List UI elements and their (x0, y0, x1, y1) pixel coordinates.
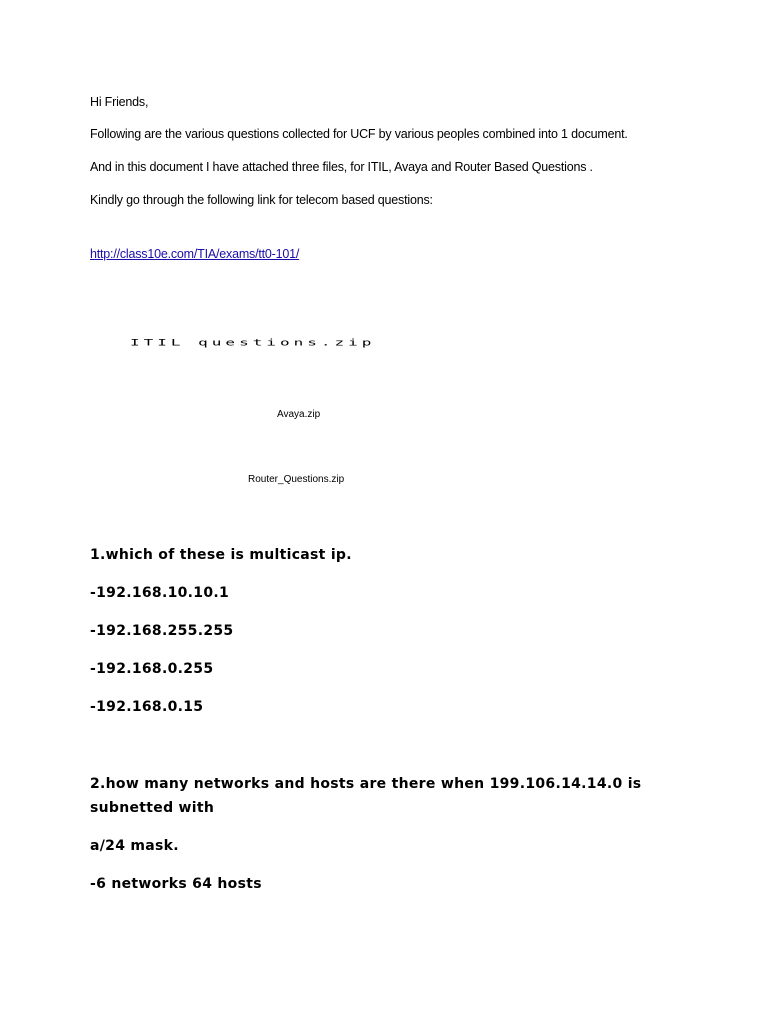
attachment-itil-questions-zip[interactable]: ITIL questions.zip (130, 337, 376, 348)
question-1-option: -192.168.10.10.1 (90, 585, 230, 601)
question-1-option: -192.168.0.255 (90, 661, 214, 677)
question-1-option: -192.168.0.15 (90, 699, 204, 715)
attachment-router-questions-zip[interactable]: Router_Questions.zip (248, 474, 345, 485)
question-1-title: 1.which of these is multicast ip. (90, 547, 352, 563)
greeting-text: Hi Friends, (90, 95, 149, 109)
question-2-title-line-2: subnetted with (90, 800, 215, 816)
telecom-questions-link[interactable]: http://class10e.com/TIA/exams/tt0-101/ (90, 247, 300, 261)
question-2-option: -6 networks 64 hosts (90, 876, 262, 892)
question-1-option: -192.168.255.255 (90, 623, 234, 639)
intro-line-2: And in this document I have attached three files, for ITIL, Avaya and Router Based Questions . (90, 160, 593, 174)
intro-line-3: Kindly go through the following link for telecom based questions: (90, 193, 433, 207)
intro-line-1: Following are the various questions collected for UCF by various peoples combined into 1 document. (90, 127, 628, 141)
question-2-title-line-1: 2.how many networks and hosts are there when 199.106.14.14.0 is (90, 776, 642, 792)
attachment-avaya-zip[interactable]: Avaya.zip (277, 409, 321, 420)
question-2-title-line-3: a/24 mask. (90, 838, 179, 854)
